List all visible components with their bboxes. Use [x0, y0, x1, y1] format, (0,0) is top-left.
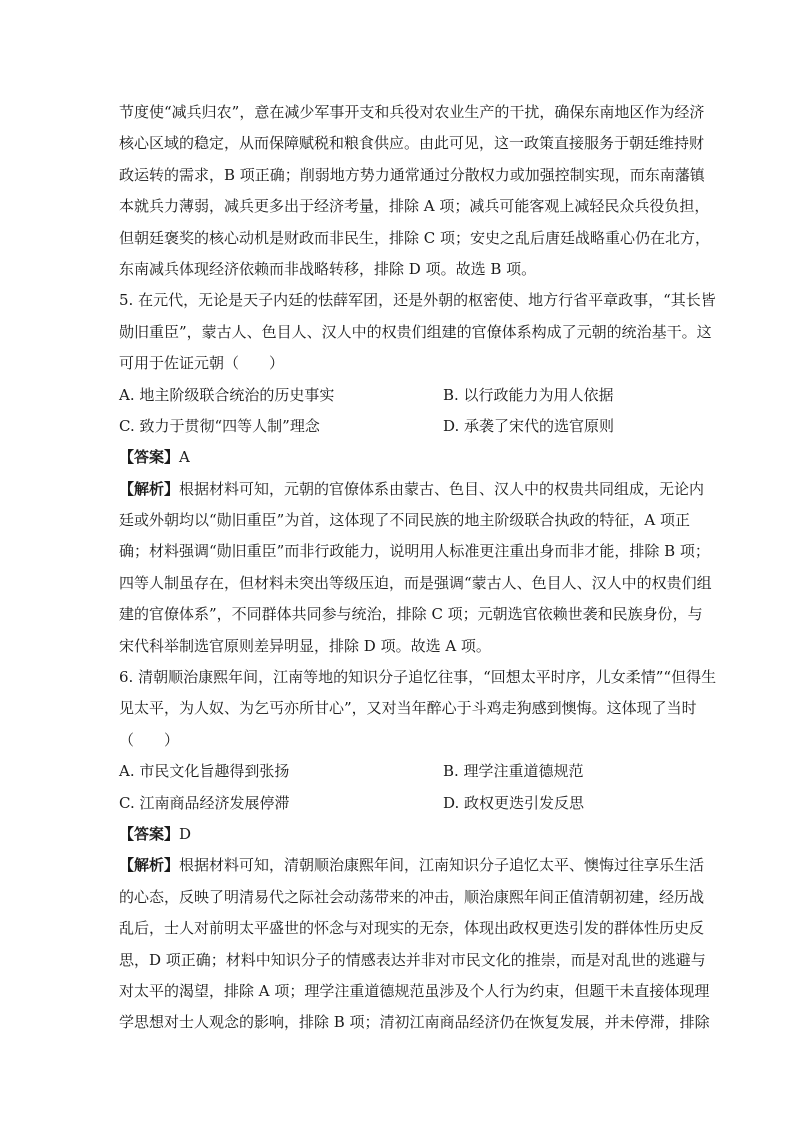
- answer-label: 【答案】: [119, 824, 180, 843]
- page-content: [119, 97, 717, 1039]
- question-stem-line: 勋旧重臣”，蒙古人、色目人、汉人中的权贵们组建的官僚体系构成了元朝的统治基干。这: [119, 322, 712, 341]
- options-row: [119, 380, 679, 411]
- text-line: 本就兵力薄弱，减兵更多出于经济考量，排除 A 项；减兵可能客观上减轻民众兵役负担，: [119, 197, 710, 216]
- question-stem-line: （ ）: [119, 730, 180, 749]
- explanation-line: 廷或外朝均以“勋旧重臣”为首，这体现了不同民族的地主阶级联合执政的特征，A 项正: [119, 511, 690, 530]
- answer-value: A: [179, 448, 190, 467]
- question-5: [119, 285, 716, 662]
- answer-value: D: [179, 824, 192, 843]
- option-b: B. 理学注重道德规范: [443, 762, 584, 781]
- explanation-label: 【解析】: [119, 479, 180, 498]
- answer-line: [119, 442, 679, 473]
- explanation-line: 【解析】根据材料可知，元朝的官僚体系由蒙古、色目、汉人中的权贵共同组成，无论内: [119, 479, 705, 498]
- text-line: 东南减兵体现经济依赖而非战略转移，排除 D 项。故选 B 项。: [119, 259, 537, 278]
- options-row: [119, 756, 679, 787]
- text-line: 但朝廷褒奖的核心动机是财政而非民生，排除 C 项；安史之乱后唐廷战略重心仍在北方，: [119, 228, 711, 247]
- explanation-line: 宋代科举制选官原则差异明显，排除 D 项。故选 A 项。: [119, 636, 491, 655]
- option-b: B. 以行政能力为用人依据: [443, 385, 614, 404]
- option-a: A. 地主阶级联合统治的历史事实: [119, 385, 335, 404]
- explanation-line: 建的官僚体系”，不同群体共同参与统治，排除 C 项；元朝选官依赖世袭和民族身份，与: [119, 605, 703, 624]
- explanation-line: 学思想对士人观念的影响，排除 B 项；清初江南商品经济仍在恢复发展，并未停滞，排除: [119, 1013, 710, 1032]
- option-d: D. 承袭了宋代的选官原则: [443, 416, 615, 435]
- options-row: [119, 788, 679, 819]
- option-a: A. 市民文化旨趣得到张扬: [119, 762, 290, 781]
- explanation-label: 【解析】: [119, 856, 180, 875]
- explanation-line: 确；材料强调“勋旧重臣”而非行政能力，说明用人标准更注重出身而非才能，排除 B 项；: [119, 542, 710, 561]
- explanation-line: 乱后，士人对前明太平盛世的怀念与对现实的无奈，体现出政权更迭引发的群体性历史反: [119, 919, 705, 938]
- answer-line: [119, 819, 679, 850]
- explanation-line: 思，D 项正确；材料中知识分子的情感表达并非对市民文化的推崇，而是对乱世的逃避与: [119, 950, 706, 969]
- explanation-line: 【解析】根据材料可知，清朝顺治康熙年间，江南知识分子追忆太平、懊悔过往享乐生活: [119, 856, 705, 875]
- options-row: [119, 411, 679, 442]
- q4-explanation-continued: [119, 97, 711, 285]
- answer-label: 【答案】: [119, 448, 180, 467]
- text-line: 政运转的需求，B 项正确；削弱地方势力通常通过分散权力或加强控制实现，而东南藩镇: [119, 165, 705, 184]
- question-6: [119, 662, 717, 1039]
- question-stem-line: 见太平，为人奴、为乞丐亦所甘心”，又对当年醉心于斗鸡走狗感到懊悔。这体现了当时: [119, 699, 697, 718]
- question-stem-line: 可用于佐证元朝（ ）: [119, 354, 285, 373]
- question-stem-line: 5. 在元代，无论是天子内廷的怯薛军团，还是外朝的枢密使、地方行省平章政事，“其长皆: [119, 291, 716, 310]
- explanation-line: 四等人制虽存在，但材料未突出等级压迫，而是强调“蒙古人、色目人、汉人中的权贵们组: [119, 573, 712, 592]
- question-stem-line: 6. 清朝顺治康熙年间，江南等地的知识分子追忆往事，“回想太平时序，儿女柔情”“但得生: [119, 668, 717, 687]
- option-d: D. 政权更迭引发反思: [443, 793, 585, 812]
- text-line: 核心区域的稳定，从而保障赋税和粮食供应。由此可见，这一政策直接服务于朝廷维持财: [119, 134, 705, 153]
- explanation-line: 的心态，反映了明清易代之际社会动荡带来的冲击，顺治康熙年间正值清朝初建，经历战: [119, 887, 705, 906]
- option-c: C. 江南商品经济发展停滞: [119, 793, 290, 812]
- text-line: 节度使“减兵归农”，意在减少军事开支和兵役对农业生产的干扰，确保东南地区作为经济: [119, 103, 705, 121]
- option-c: C. 致力于贯彻“四等人制”理念: [119, 416, 320, 435]
- explanation-line: 对太平的渴望，排除 A 项；理学注重道德规范虽涉及个人行为约束，但题干未直接体现理: [119, 981, 710, 1000]
